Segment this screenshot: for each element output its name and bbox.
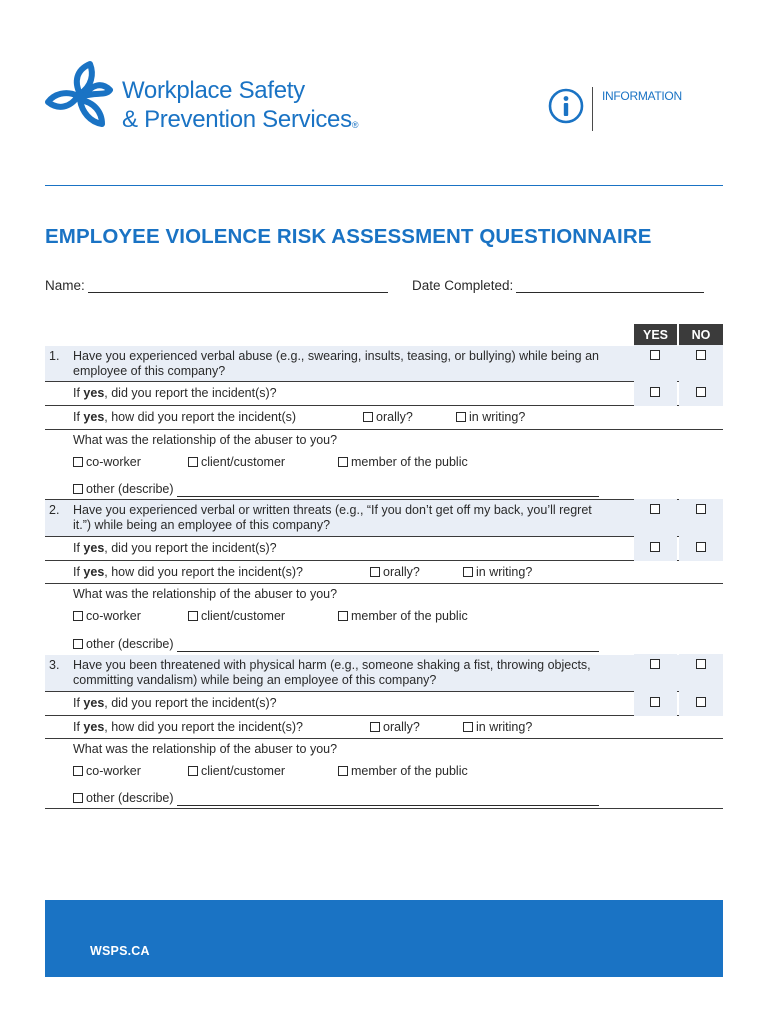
member-of-public-checkbox[interactable] [338,611,348,621]
option-other[interactable]: other (describe) [73,482,599,497]
yes-cell [634,381,677,406]
yes-cell [634,499,677,537]
option-co-worker[interactable]: co-worker [73,764,141,779]
option-orally[interactable]: orally? [370,565,420,580]
member-of-public-checkbox[interactable] [338,457,348,467]
no-cell [679,499,723,537]
yes-checkbox[interactable] [650,659,660,669]
option-orally[interactable]: orally? [370,720,420,735]
report-row-2 [45,537,723,561]
option-co-worker[interactable]: co-worker [73,609,141,624]
yes-cell [634,691,677,716]
logo-wordmark [122,76,358,134]
co-worker-checkbox[interactable] [73,766,83,776]
relationship-row-3 [45,739,723,809]
co-worker-checkbox[interactable] [73,457,83,467]
how-reported-row-1 [45,406,723,430]
client-customer-checkbox[interactable] [188,766,198,776]
option-other[interactable]: other (describe) [73,791,599,806]
how-question: If yes, how did you report the incident(s)? [73,565,303,579]
relationship-question: What was the relationship of the abuser to you? [73,433,338,447]
report-row-1 [45,382,723,406]
option-member-of-public[interactable]: member of the public [338,455,468,470]
date-field[interactable] [412,278,704,293]
other-describe-line[interactable] [177,639,599,652]
option-in-writing[interactable]: in writing? [456,410,525,425]
no-cell [679,536,723,561]
footer-banner [45,900,723,977]
header-rule [45,185,723,186]
date-label: Date Completed: [412,278,514,293]
information-badge [548,85,708,133]
option-co-worker[interactable]: co-worker [73,455,141,470]
yes-cell [634,536,677,561]
question-text: Have you experienced verbal abuse (e.g., swearing, insults, teasing, or bullying) while being an employee of this company? [73,349,599,378]
no-checkbox[interactable] [696,504,706,514]
info-divider [592,87,593,131]
member-of-public-checkbox[interactable] [338,766,348,776]
date-input-line[interactable] [516,278,704,293]
yes-cell [634,345,677,382]
name-label: Name: [45,278,85,293]
relationship-row-2 [45,584,723,655]
no-checkbox[interactable] [696,659,706,669]
option-in-writing[interactable]: in writing? [463,720,532,735]
how-question: If yes, how did you report the incident(s) [73,410,297,424]
how-reported-row-2 [45,561,723,584]
name-field[interactable] [45,278,388,293]
no-cell [679,691,723,716]
footer-url[interactable]: WSPS.CA [90,944,150,958]
option-client-customer[interactable]: client/customer [188,764,285,779]
orally-checkbox[interactable] [370,567,380,577]
no-cell [679,654,723,692]
info-label: INFORMATION [602,89,682,103]
question-row-2 [45,500,723,537]
page-title: EMPLOYEE VIOLENCE RISK ASSESSMENT QUESTIONNAIRE [45,225,652,248]
question-text: Have you been threatened with physical harm (e.g., someone shaking a fist, throwing objects, committing vandalism) while being an employee of this company? [73,658,591,687]
question-number: 1. [49,349,60,363]
client-customer-checkbox[interactable] [188,611,198,621]
how-question: If yes, how did you report the incident(s)? [73,720,303,734]
relationship-question: What was the relationship of the abuser to you? [73,587,338,601]
other-checkbox[interactable] [73,793,83,803]
option-orally[interactable]: orally? [363,410,413,425]
no-checkbox[interactable] [696,350,706,360]
wsps-flower-icon [44,60,120,140]
name-input-line[interactable] [88,278,388,293]
wsps-logo [44,60,384,140]
other-describe-line[interactable] [177,793,599,806]
column-header-yes: YES [634,324,677,346]
in-writing-checkbox[interactable] [463,567,473,577]
report-question: If yes, did you report the incident(s)? [73,696,277,710]
option-member-of-public[interactable]: member of the public [338,764,468,779]
relationship-row-1 [45,430,723,500]
client-customer-checkbox[interactable] [188,457,198,467]
option-client-customer[interactable]: client/customer [188,455,285,470]
column-header-no: NO [679,324,723,346]
in-writing-checkbox[interactable] [463,722,473,732]
question-text: Have you experienced verbal or written threats (e.g., “If you don’t get off my back, you’ll regret it.”) while being an employee of this company? [73,503,592,532]
other-checkbox[interactable] [73,639,83,649]
question-row-3 [45,655,723,692]
info-icon [548,88,584,124]
how-reported-row-3 [45,716,723,739]
registered-mark: ® [351,120,359,130]
option-member-of-public[interactable]: member of the public [338,609,468,624]
no-cell [679,345,723,382]
option-in-writing[interactable]: in writing? [463,565,532,580]
yes-checkbox[interactable] [650,542,660,552]
no-checkbox[interactable] [696,542,706,552]
yes-checkbox[interactable] [650,697,660,707]
other-describe-line[interactable] [177,484,599,497]
question-number: 3. [49,658,60,672]
report-question: If yes, did you report the incident(s)? [73,541,277,555]
other-checkbox[interactable] [73,484,83,494]
yes-checkbox[interactable] [650,350,660,360]
no-checkbox[interactable] [696,697,706,707]
question-row-1 [45,346,723,382]
co-worker-checkbox[interactable] [73,611,83,621]
option-client-customer[interactable]: client/customer [188,609,285,624]
yes-checkbox[interactable] [650,387,660,397]
logo-line-2: & Prevention Services® [122,106,359,133]
no-cell [679,381,723,406]
question-number: 2. [49,503,60,517]
option-other[interactable]: other (describe) [73,637,599,652]
orally-checkbox[interactable] [370,722,380,732]
in-writing-checkbox[interactable] [456,412,466,422]
report-row-3 [45,692,723,716]
relationship-question: What was the relationship of the abuser to you? [73,742,338,756]
report-question: If yes, did you report the incident(s)? [73,386,277,400]
orally-checkbox[interactable] [363,412,373,422]
no-checkbox[interactable] [696,387,706,397]
yes-cell [634,654,677,692]
yes-checkbox[interactable] [650,504,660,514]
logo-line-1: Workplace Safety [122,77,305,104]
